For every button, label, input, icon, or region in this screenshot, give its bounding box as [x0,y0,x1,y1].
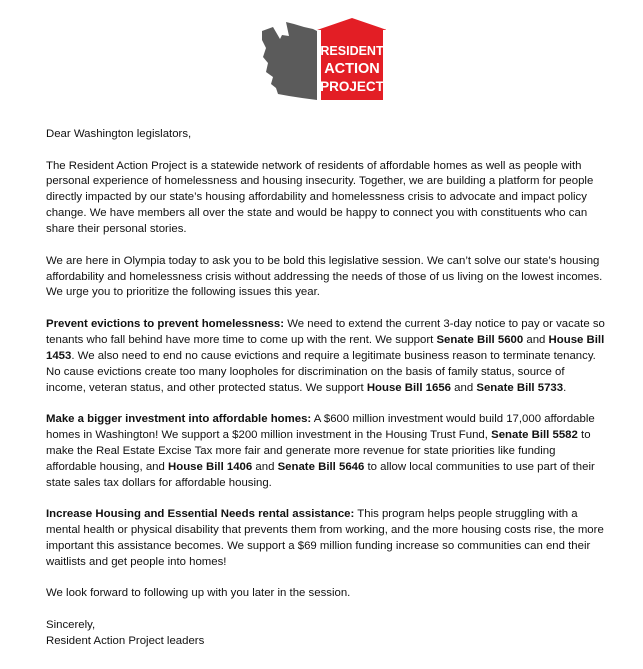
hen-heading: Increase Housing and Essential Needs rental assistance: [46,508,355,521]
greeting: Dear Washington legislators, [46,128,192,140]
intro-paragraph: The Resident Action Project is a statewide network of residents of affordable homes as well as people with personal experience of homelessness and housing insecurity. Together, we are building a platform for people directly impacted by our state’s housing affordability and homelessness crisis to advocate and impact policy change. We have members all over the state and would be happy to connect you with constituents who can share their personal stories. [46,159,594,236]
hen-paragraph: Increase Housing and Essential Needs rental assistance: This program helps people struggling with a mental health or physical disability that prevents them from working, and the more housing costs rise, the more important this assistance becomes. We support a $69 million funding increase so communities can end their waitlists and get people into homes! [46,508,604,568]
ask-paragraph: We are here in Olympia today to ask you to be bold this legislative session. We can’t solve our state’s housing affordability and homelessness crisis without addressing the needs of those of us living on the lowest incomes. We urge you to prioritize the following issues this year. [46,254,603,299]
bill-hb-1656: House Bill 1656 [366,381,452,394]
signoff: Sincerely, [46,618,96,631]
bill-sb-5733: Senate Bill 5733 [476,381,564,394]
logo-line-2: ACTION [324,61,380,77]
logo-line-3: PROJECT [320,79,384,94]
logo-line-1: RESIDENT [320,44,384,58]
washington-state-icon [262,22,317,100]
bill-sb-5600: Senate Bill 5600 [436,333,524,346]
investment-paragraph: Make a bigger investment into affordable homes: A $600 million investment would build 17,000 affordable homes in Washington! We support a $200 million investment in the Housing Trust Fund, Senate Bill 5582 to make the Real Estate Excise Tax more fair and generate more revenue for state priorities like funding affordable housing, and House Bill 1406 and Senate Bill 5646 to allow local communities to use part of their state sales tax dollars for affordable housing. [46,413,595,489]
resident-action-project-logo [258,18,386,108]
investment-heading: Make a bigger investment into affordable homes: [46,413,312,426]
bill-hb-1406: House Bill 1406 [168,460,253,473]
evictions-heading: Prevent evictions to prevent homelessness: [46,317,285,330]
evictions-paragraph: Prevent evictions to prevent homelessness: We need to extend the current 3-day notice to pay or vacate so tenants who fall behind have more time to come up with the rent. We support Senate Bill 5600 and House Bill 1453. We also need to end no cause evictions and require a legitimate business reason to terminate tenancy. No cause evictions create too many loopholes for discrimination on the basis of family status, source of income, veteran status, and other protected status. We support House Bill 1656 and Senate Bill 5733. [46,317,605,394]
bill-sb-5646: Senate Bill 5646 [277,460,365,473]
bill-hb-1453: House Bill 1453 [46,333,605,362]
bill-sb-5582: Senate Bill 5582 [491,428,578,441]
letter-body [46,127,606,650]
closing-paragraph: We look forward to following up with you later in the session. [46,587,351,600]
signature: Resident Action Project leaders [46,634,205,647]
